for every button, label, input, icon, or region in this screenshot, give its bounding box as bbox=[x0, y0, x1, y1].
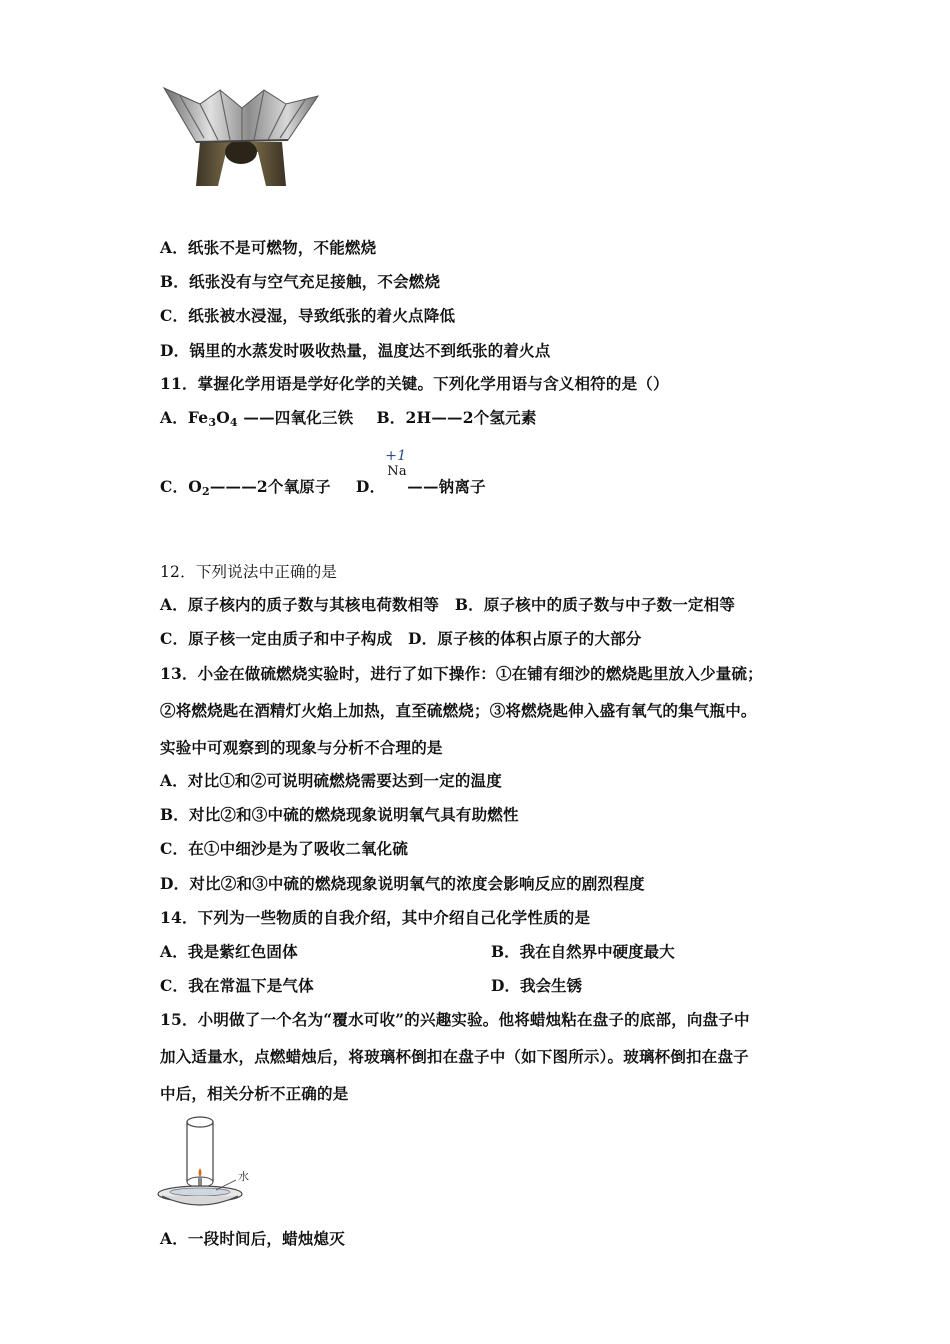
q11-option-d: D． +1 Na ——钠离子 bbox=[355, 448, 486, 496]
q13-option-a: A．对比①和②可说明硫燃烧需要达到一定的温度 bbox=[160, 771, 502, 790]
q13-stem-line-3: 实验中可观察到的现象与分析不合理的是 bbox=[160, 738, 443, 757]
q11-options-cd bbox=[160, 448, 486, 498]
q11-option-c: C．$O_2———2$个氧原子 bbox=[160, 477, 331, 498]
q13-option-c: C．在①中细沙是为了吸收二氧化硫 bbox=[160, 839, 409, 858]
q15-stem-line-3: 中后，相关分析不正确的是 bbox=[160, 1084, 349, 1103]
q14-option-a: A．我是紫红色固体 bbox=[160, 942, 298, 961]
q14-option-b: B．我在自然界中硬度最大 bbox=[491, 942, 675, 961]
inverted-glass-candle-figure bbox=[156, 1110, 256, 1215]
q14-option-c: C．我在常温下是气体 bbox=[160, 976, 314, 995]
q11-options-ab bbox=[160, 406, 537, 429]
q10-option-a: A．纸张不是可燃物，不能燃烧 bbox=[160, 238, 377, 257]
q15-stem-line-2: 加入适量水，点燃蜡烛后，将玻璃杯倒扣在盘子中（如下图所示）。玻璃杯倒扣在盘子 bbox=[160, 1047, 749, 1066]
q13-option-d: D．对比②和③中硫的燃烧现象说明氧气的浓度会影响反应的剧烈程度 bbox=[160, 874, 645, 893]
paper-pot-on-stand-figure bbox=[160, 82, 325, 197]
q14-stem: 14．下列为一些物质的自我介绍，其中介绍自己化学性质的是 bbox=[160, 908, 591, 927]
q15-stem-line-1: 15．小明做了一个名为“覆水可收”的兴趣实验。他将蜡烛粘在盘子的底部，向盘子中 bbox=[160, 1010, 750, 1029]
q11-option-b: B．2H——2个氢元素 bbox=[376, 408, 537, 427]
q10-option-d: D．锅里的水蒸发时吸收热量，温度达不到纸张的着火点 bbox=[160, 341, 551, 360]
q11-option-a: A．$Fe_3O_4$ ——四氧化三铁 bbox=[160, 408, 354, 429]
q12-stem: 12．下列说法中正确的是 bbox=[160, 563, 338, 581]
q13-stem-line-2: ②将燃烧匙在酒精灯火焰上加热，直至硫燃烧；③将燃烧匙伸入盛有氧气的集气瓶中。 bbox=[160, 701, 757, 720]
water-label: 水 bbox=[238, 1170, 249, 1183]
q15-option-a: A．一段时间后，蜡烛熄灭 bbox=[160, 1229, 345, 1248]
sodium-valence-notation: +1 Na bbox=[385, 448, 407, 479]
q12-options-ab: A．原子核内的质子数与其核电荷数相等 B．原子核中的质子数与中子数一定相等 bbox=[160, 595, 736, 614]
q13-stem-line-1: 13．小金在做硫燃烧实验时，进行了如下操作：①在铺有细沙的燃烧匙里放入少量硫； bbox=[160, 664, 763, 683]
q12-options-cd: C．原子核一定由质子和中子构成 D．原子核的体积占原子的大部分 bbox=[160, 629, 642, 648]
q14-option-d: D．我会生锈 bbox=[491, 976, 582, 995]
q13-option-b: B．对比②和③中硫的燃烧现象说明氧气具有助燃性 bbox=[160, 805, 519, 824]
q11-stem: 11．掌握化学用语是学好化学的关键。下列化学用语与含义相符的是（） bbox=[160, 374, 669, 393]
q10-option-c: C．纸张被水浸湿，导致纸张的着火点降低 bbox=[160, 306, 456, 325]
q10-option-b: B．纸张没有与空气充足接触，不会燃烧 bbox=[160, 272, 441, 291]
